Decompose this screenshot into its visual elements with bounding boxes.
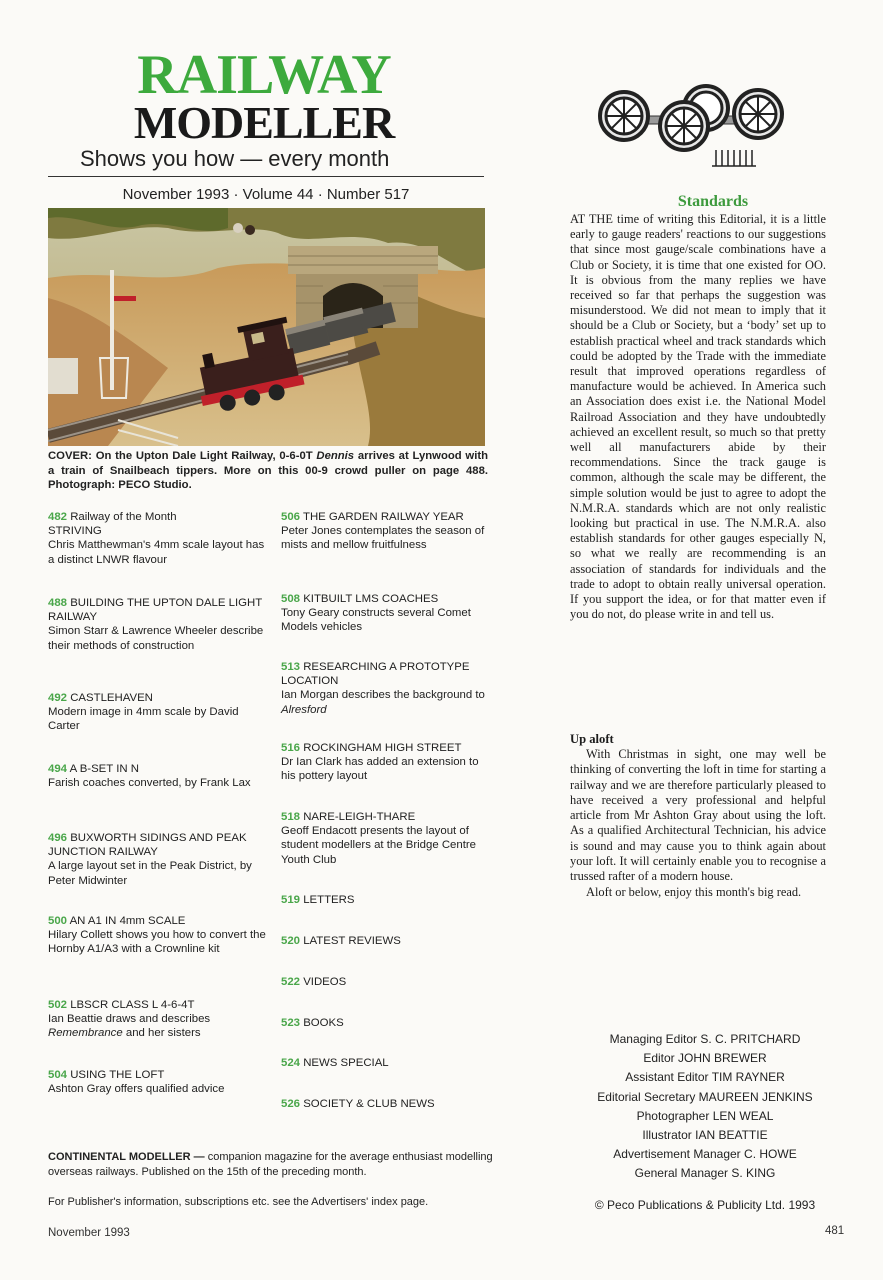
staff-name: IAN BEATTIE (695, 1128, 768, 1143)
entry-description: Ashton Gray offers qualified advice (48, 1083, 225, 1096)
entry-description: Dr Ian Clark has added an extension to his pottery layout (281, 756, 479, 783)
staff-row (560, 1164, 850, 1183)
entry-page-number: 482 (48, 511, 68, 523)
entry-title: LETTERS (303, 894, 355, 906)
entry-page-number: 508 (281, 593, 301, 605)
staff-role: Editor (643, 1051, 675, 1066)
entry-description-text: Ian Beattie draws and describes (48, 1013, 211, 1026)
contents-entry[interactable] (281, 1016, 496, 1030)
entry-page-number: 526 (281, 1098, 301, 1110)
entry-title: BUILDING THE UPTON DALE LIGHT RAILWAY (48, 597, 262, 624)
entry-title: BUXWORTH SIDINGS AND PEAK JUNCTION RAILWAY (48, 832, 247, 859)
staff-name: S. C. PRITCHARD (700, 1032, 801, 1046)
entry-title: VIDEOS (303, 976, 347, 988)
staff-name: JOHN BREWER (678, 1051, 767, 1066)
staff-name: TIM RAYNER (711, 1070, 785, 1085)
editorial-body-aloft (570, 747, 826, 900)
entry-description (281, 688, 496, 716)
entry-page-number: 519 (281, 894, 301, 906)
continental-text: companion magazine for the average enthusiast modelling overseas railways. Published on the 15th of the preceding month. (48, 1151, 493, 1178)
entry-page-number: 504 (48, 1069, 68, 1081)
staff-role: Assistant Editor (625, 1070, 709, 1085)
cover-caption-loco-name: Dennis (316, 450, 355, 462)
copyright-line: © Peco Publications & Publicity Ltd. 1993 (594, 1198, 816, 1212)
entry-page-number: 496 (48, 832, 68, 844)
publisher-note: For Publisher's information, subscriptions etc. see the Advertisers' index page. (48, 1196, 429, 1208)
entry-title: BOOKS (303, 1017, 344, 1029)
contents-entry[interactable] (281, 975, 496, 989)
staff-role: Illustrator (642, 1128, 692, 1143)
entry-title: CASTLEHAVEN (70, 692, 153, 704)
entry-description: Peter Jones contemplates the season of mists and mellow fruitfulness (281, 525, 485, 552)
staff-name: MAUREEN JENKINS (698, 1089, 813, 1104)
entry-page-number: 513 (281, 661, 301, 673)
entry-page-number: 520 (281, 935, 301, 947)
staff-role: General Manager (634, 1166, 729, 1181)
cover-photo-illustration (48, 208, 485, 446)
staff-name: S. KING (731, 1166, 776, 1181)
entry-description: Modern image in 4mm scale by David Carter (48, 706, 239, 733)
contents-entry[interactable] (281, 1056, 496, 1070)
entry-description-italic: Alresford (281, 703, 327, 716)
wheelset-icon (596, 74, 788, 168)
entry-description-text: Ian Morgan describes the background to (281, 689, 485, 702)
entry-title: A B-SET IN N (69, 763, 139, 775)
entry-description: Chris Matthewman's 4mm scale layout has a distinct LNWR flavour (48, 539, 265, 566)
contents-entry[interactable] (281, 893, 496, 907)
staff-role: Advertisement Manager (613, 1147, 741, 1162)
entry-description: A large layout set in the Peak District, by Peter Midwinter (48, 860, 252, 887)
entry-description: Hilary Collett shows you how to convert the Hornby A1/A3 with a Crownline kit (48, 929, 266, 956)
entry-description: Simon Starr & Lawrence Wheeler describe their methods of construction (48, 625, 264, 652)
entry-title: NEWS SPECIAL (303, 1057, 389, 1069)
entry-description-tail: and her sisters (122, 1027, 201, 1040)
entry-title: SOCIETY & CLUB NEWS (303, 1098, 435, 1110)
contents-entry[interactable] (281, 934, 496, 948)
contents-entry[interactable] (281, 741, 496, 784)
contents-entry[interactable] (48, 998, 273, 1041)
contents-entry[interactable] (281, 510, 496, 553)
editorial-paragraph: With Christmas in sight, one may well be thinking of converting the loft in time for starting a railway and we are therefore particularly pleased to have received a very professional and helpful article from Mr Ashton Gray about using the loft. As a qualified Architectural Technician, his advice is sound and may cause you to think again about your loft. It will certainly enable you to recognise a trussed rafter of a modern house. (570, 747, 826, 884)
entry-description-italic: Remembrance (48, 1027, 123, 1040)
entry-title: USING THE LOFT (70, 1069, 165, 1081)
cover-caption-rest: arrives at Lynwood with a train of Snailbeach tippers. More on this 00-9 crowd puller on page 488. Photograph: PECO Studio. (48, 450, 488, 491)
editorial-paragraph: AT THE time of writing this Editorial, it is a little early to gauge readers' reactions to our suggestions that since most gauge/scale combinations have a Club or Society, it is time that one existed for OO. It is obvious from the many replies we have received so far that perhaps the suggestion was misunderstood. We did not mean to imply that it should be a Club or Society, but a ‘body’ set up to establish practical wheel and track standards which could be adopted by the Trade with the immediate result that improved operations regardless of manufacture would be achieved. In America such an Association does exist i.e. the National Model Railroad Association and they have undoubtedly achieved an excellent result, so much so that pretty well all manufacturers abide by their recommendations. Since the track gauge is common, although the scale may be different, the simple solution would be just to agree to adopt the N.M.R.A. standards which are not only realistic looking but practical in use. The N.M.R.A. also establish standards for other gauges especially N, so what we really are recommending is an association of standards for individuals and the trade to adopt to obtain really universal operation. If you support the idea, or for that matter even if you do not, do please write in and tell us. (570, 212, 826, 622)
contents-entry[interactable] (48, 914, 273, 957)
contents-entry[interactable] (48, 831, 273, 888)
entry-page-number: 524 (281, 1057, 301, 1069)
footer-date: November 1993 (48, 1227, 130, 1239)
continental-lead: CONTINENTAL MODELLER — (48, 1151, 205, 1163)
entry-title: ROCKINGHAM HIGH STREET (303, 742, 462, 754)
entry-title: LATEST REVIEWS (303, 935, 401, 947)
contents-entry[interactable] (48, 510, 273, 567)
staff-row (560, 1126, 850, 1145)
staff-role: Photographer (636, 1108, 710, 1123)
entry-page-number: 516 (281, 742, 301, 754)
staff-name: LEN WEAL (712, 1108, 774, 1123)
staff-role: Editorial Secretary (597, 1089, 696, 1104)
editorial-paragraph: Aloft or below, enjoy this month's big read. (586, 884, 802, 899)
staff-row (560, 1049, 850, 1068)
contents-entry[interactable] (281, 810, 496, 867)
staff-row (560, 1107, 850, 1126)
contents-entry[interactable] (281, 592, 496, 635)
contents-entry[interactable] (48, 691, 273, 734)
contents-entry[interactable] (281, 660, 496, 717)
contents-entry[interactable] (281, 1097, 496, 1111)
entry-description: Geoff Endacott presents the layout of student modellers at the Bridge Centre Youth Club (281, 825, 477, 866)
entry-page-number: 523 (281, 1017, 301, 1029)
editorial-subhead: Up aloft (570, 732, 614, 746)
contents-entry[interactable] (48, 596, 273, 653)
entry-title: Railway of the Month (70, 511, 177, 523)
entry-title: AN A1 IN 4mm SCALE (69, 915, 186, 927)
staff-role: Managing Editor (609, 1032, 698, 1046)
entry-subtitle: STRIVING (48, 525, 102, 538)
cover-caption (48, 449, 488, 493)
entry-page-number: 522 (281, 976, 301, 988)
entry-description: Tony Geary constructs several Comet Models vehicles (281, 607, 471, 634)
entry-page-number: 500 (48, 915, 68, 927)
entry-title: KITBUILT LMS COACHES (303, 593, 439, 605)
staff-row (560, 1145, 850, 1164)
entry-page-number: 494 (48, 763, 68, 775)
entry-title: RESEARCHING A PROTOTYPE LOCATION (281, 661, 470, 688)
entry-title: NARE-LEIGH-THARE (303, 811, 416, 823)
masthead-title-railway: RAILWAY (137, 44, 391, 106)
entry-page-number: 518 (281, 811, 301, 823)
issue-line: November 1993 · Volume 44 · Number 517 (122, 186, 410, 203)
cover-caption-lead: COVER: On the Upton Dale Light Railway, 0-6-0T (48, 450, 317, 462)
entry-description (48, 1012, 273, 1040)
contents-entry[interactable] (48, 762, 273, 790)
cover-photo (48, 208, 485, 446)
entry-title: LBSCR CLASS L 4-6-4T (70, 999, 195, 1011)
staff-name: C. HOWE (744, 1147, 797, 1162)
editorial-body (570, 212, 826, 622)
staff-row (560, 1030, 850, 1049)
entry-page-number: 502 (48, 999, 68, 1011)
footer-page-number: 481 (825, 1225, 845, 1237)
entry-title: THE GARDEN RAILWAY YEAR (302, 511, 464, 523)
masthead-title-modeller: MODELLER (133, 97, 395, 148)
staff-list (560, 1030, 850, 1184)
staff-row (560, 1068, 850, 1087)
staff-row (560, 1088, 850, 1107)
entry-page-number: 488 (48, 597, 68, 609)
continental-modeller-note (48, 1150, 493, 1180)
masthead-tagline: Shows you how — every month (80, 146, 390, 171)
entry-page-number: 506 (281, 511, 301, 523)
editorial-title: Standards (677, 193, 749, 210)
entry-description: Farish coaches converted, by Frank Lax (48, 777, 251, 790)
wheelset-illustration (596, 74, 788, 168)
masthead-rule (48, 176, 484, 177)
contents-entry[interactable] (48, 1068, 273, 1096)
entry-page-number: 492 (48, 692, 68, 704)
